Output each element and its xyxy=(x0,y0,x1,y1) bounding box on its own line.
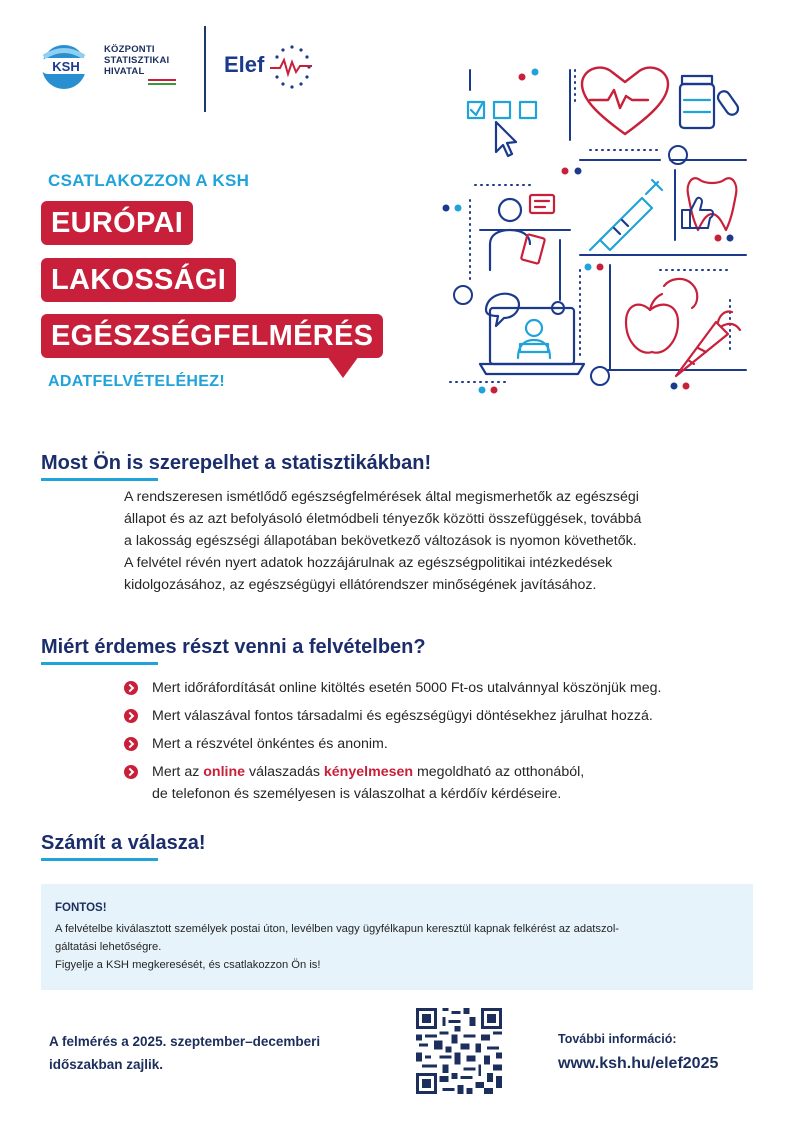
notice-line-3: Figyelje a KSH megkeresését, és csatlakozzon Ön is! xyxy=(55,959,321,971)
logo-divider xyxy=(204,26,206,112)
elef-logo xyxy=(224,42,314,92)
ksh-logo xyxy=(38,38,198,96)
bullet-text: Mert a részvétel önkéntes és anonim. xyxy=(152,736,388,752)
section1-line-1: A rendszeresen ismétlődő egészségfelmérések által megismerhetők az egészségi xyxy=(124,489,639,505)
section2-heading: Miért érdemes részt venni a felvételben? xyxy=(41,636,426,658)
hero-tag-2: LAKOSSÁGI xyxy=(41,258,236,302)
period-line-2: időszakban zajlik. xyxy=(49,1057,164,1072)
info-link[interactable]: www.ksh.hu/elef2025 xyxy=(558,1055,719,1072)
chevron-bullet-icon xyxy=(124,681,138,695)
flag-stripe-icon xyxy=(148,79,176,85)
ksh-name xyxy=(104,44,169,77)
list-item xyxy=(124,705,764,727)
speech-tail xyxy=(327,356,359,378)
ksh-line-2: STATISZTIKAI xyxy=(104,55,170,66)
ksh-globe-icon xyxy=(38,42,98,92)
bullet-text-line2: de telefonon és személyesen is válaszolhat a kérdőív kérdéseire. xyxy=(152,786,562,802)
section1-line-5: kidolgozásához, az egészségügyi ellátórendszer minőségének javításához. xyxy=(124,577,597,593)
section2-underline xyxy=(41,662,158,665)
info-label: További információ: xyxy=(558,1032,677,1046)
hero-tag-3: EGÉSZSÉGFELMÉRÉS xyxy=(41,314,383,358)
hero-intro: CSATLAKOZZON A KSH xyxy=(48,171,250,190)
section3-underline xyxy=(41,858,158,861)
chevron-bullet-icon xyxy=(124,765,138,779)
survey-period xyxy=(49,1030,379,1076)
highlight-online: online xyxy=(203,764,246,780)
elef-word: Elef xyxy=(224,52,265,77)
notice-line-2: gáltatási lehetőségre. xyxy=(55,941,162,953)
bullet-text-a: Mert az xyxy=(152,764,204,780)
section1-underline xyxy=(41,478,158,481)
section1-line-3: a lakosság egészségi állapotában bekövetkező változások is nyomon követhetők. xyxy=(124,533,637,549)
hero-tag-1: EURÓPAI xyxy=(41,201,193,245)
chevron-bullet-icon xyxy=(124,709,138,723)
notice-line-1: A felvételbe kiválasztott személyek postai úton, levélben vagy ügyfélkapun keresztül kapnak felkérést az adatszol- xyxy=(55,923,620,935)
bullet-text: Mert időráfordítását online kitöltés esetén 5000 Ft-os utalvánnyal köszönjük meg. xyxy=(152,680,662,696)
section1-line-4: A felvétel révén nyert adatok hozzájárulnak az egészségpolitikai intézkedések xyxy=(124,555,613,571)
ksh-abbr: KSH xyxy=(52,59,80,74)
health-illustration xyxy=(430,60,760,400)
bullet-text-b: válaszadás xyxy=(245,764,324,780)
qr-code-icon[interactable] xyxy=(416,1008,502,1094)
hero-outro: ADATFELVÉTELÉHEZ! xyxy=(48,373,225,390)
eu-stars-icon xyxy=(268,42,316,92)
reasons-list xyxy=(124,677,764,811)
ksh-line-1: KÖZPONTI xyxy=(104,44,155,55)
list-item xyxy=(124,761,764,805)
highlight-comfortably: kényelmesen xyxy=(323,764,414,780)
list-item xyxy=(124,677,764,699)
notice-title: FONTOS! xyxy=(55,902,107,914)
bullet-text-c: megoldható az otthonából, xyxy=(413,764,585,780)
list-item xyxy=(124,733,764,755)
ksh-line-3: HIVATAL xyxy=(104,66,145,77)
notice-box xyxy=(41,884,753,990)
section1-heading: Most Ön is szerepelhet a statisztikákban! xyxy=(41,452,432,474)
chevron-bullet-icon xyxy=(124,737,138,751)
section1-paragraph xyxy=(124,486,724,596)
section3-heading: Számít a válasza! xyxy=(41,832,206,854)
notice-body xyxy=(55,920,745,974)
period-line-1: A felmérés a 2025. szeptember–decemberi xyxy=(49,1034,321,1049)
bullet-text: Mert válaszával fontos társadalmi és egészségügyi döntésekhez járulhat hozzá. xyxy=(152,708,653,724)
section1-line-2: állapot és az azt befolyásoló életmódbeli tényezők közötti összefüggések, továbbá xyxy=(124,511,642,527)
